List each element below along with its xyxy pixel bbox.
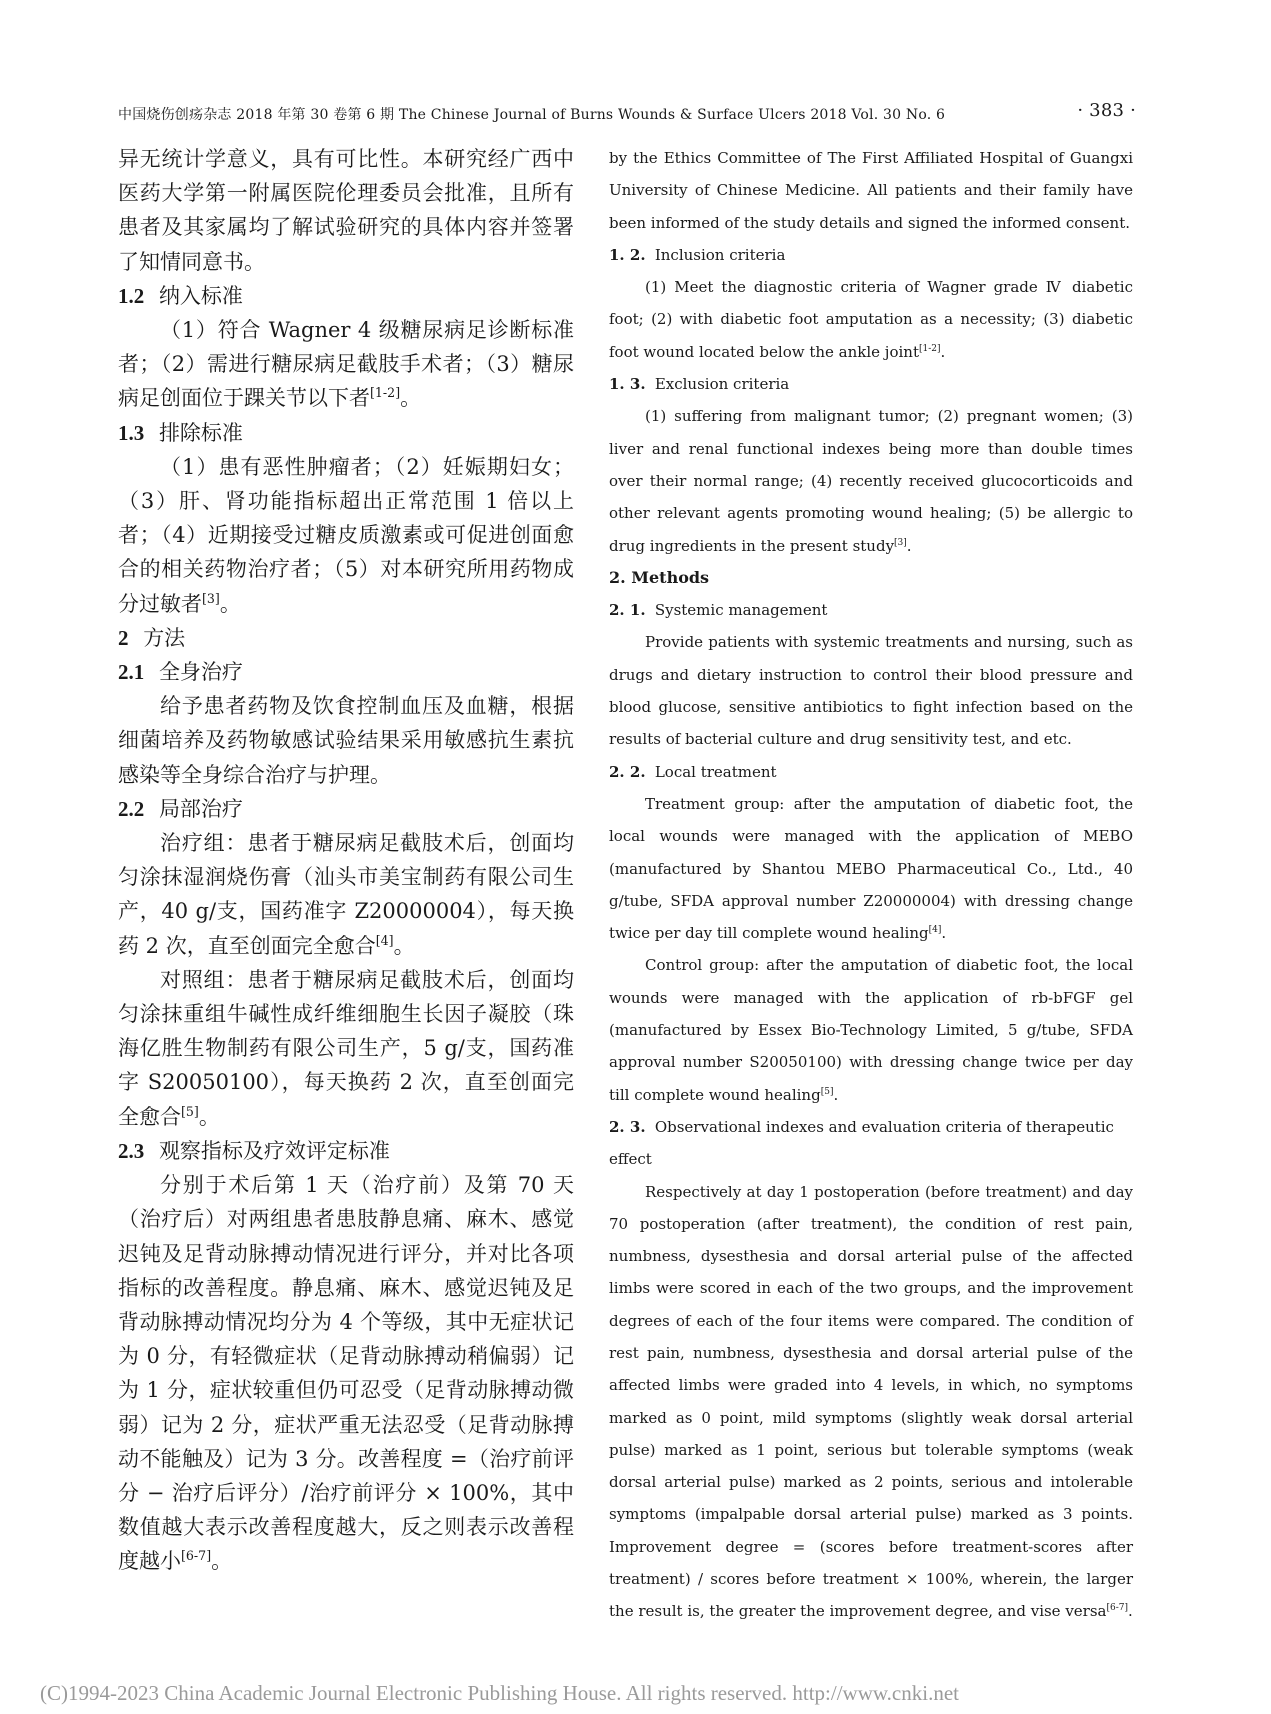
control-group-paragraph-cn: 对照组：患者于糖尿病足截肢术后，创面均匀涂抹重组牛碱性成纤维细胞生长因子凝胶（珠海亿胜生物制药有限公司生产，5 g/支，国药准字 S20050100），每天换药 2 次，直至创面完全愈合[5]。 — [118, 967, 574, 1129]
section-number: 2.3 — [118, 1138, 145, 1163]
paragraph-text: 对照组：患者于糖尿病足截肢术后，创面均匀涂抹重组牛碱性成纤维细胞生长因子凝胶（珠海亿胜生物制药有限公司生产，5 g/支，国药准字 S20050100），每天换药 2 次，直至创面完全愈合 — [118, 967, 574, 1129]
section-number: 2.1 — [118, 660, 145, 685]
section-title: 排除标准 — [158, 420, 243, 445]
heading-systemic-cn — [118, 655, 574, 689]
section-title: 局部治疗 — [158, 796, 243, 821]
control-group-paragraph-en: Control group: after the amputation of diabetic foot, the local wounds were managed with the application of rb-bFGF gel (manufactured by Essex Bio-Technology Limited, 5 g/tube, SFDA approval number S20050100) with dressing change twice per day till complete wound healing[5]. — [609, 956, 1133, 1104]
section-title: 观察指标及疗效评定标准 — [158, 1138, 390, 1163]
paragraph-text: （1）患有恶性肿瘤者；（2）妊娠期妇女；（3）肝、肾功能指标超出正常范围 1 倍以上者；（4）近期接受过糖皮质激素或可促进创面愈合的相关药物治疗者；（5）对本研究所用药物成分过敏者 — [118, 454, 574, 616]
section-number: 1.3 — [118, 420, 145, 445]
paragraph-text: (1) suffering from malignant tumor; (2) pregnant women; (3) liver and renal functional indexes being more than double times over their normal range; (4) recently received glucocorticoids and other relevant agents promoting wound healing; (5) be allergic to drug ingredients in the present study — [609, 407, 1133, 555]
heading-inclusion-cn — [118, 279, 574, 313]
section-title: 纳入标准 — [158, 283, 243, 308]
citation-ref: [6-7] — [1106, 1603, 1129, 1614]
paragraph-text: 治疗组：患者于糖尿病足截肢术后，创面均匀涂抹湿润烧伤膏（汕头市美宝制药有限公司生产，40 g/支，国药准字 Z20000004），每天换药 2 次，直至创面完全愈合 — [118, 831, 574, 958]
heading-exclusion-en — [609, 368, 1133, 400]
heading-local-cn — [118, 792, 574, 826]
heading-exclusion-cn — [118, 416, 574, 450]
citation-ref: [6-7] — [181, 1548, 212, 1564]
citation-ref: [5] — [820, 1086, 834, 1097]
section-title: Local treatment — [654, 762, 777, 781]
citation-ref: [3] — [202, 590, 220, 606]
inclusion-paragraph-cn: （1）符合 Wagner 4 级糖尿病足诊断标准者；（2）需进行糖尿病足截肢手术者；（3）糖尿病足创面位于踝关节以下者[1-2]。 — [118, 318, 574, 411]
exclusion-paragraph-cn: （1）患有恶性肿瘤者；（2）妊娠期妇女；（3）肝、肾功能指标超出正常范围 1 倍以上者；（4）近期接受过糖皮质激素或可促进创面愈合的相关药物治疗者；（5）对本研究所用药物成分过敏者[3]。 — [118, 454, 574, 616]
citation-ref: [3] — [894, 537, 907, 548]
paragraph-text: Treatment group: after the amputation of diabetic foot, the local wounds were managed with the application of MEBO (manufactured by Shantou MEBO Pharmaceutical Co., Ltd., 40 g/tube, SFDA approval number Z20000004) with dressing change twice per day till complete wound healing — [609, 794, 1133, 943]
heading-evaluation-cn — [118, 1134, 574, 1168]
english-column — [609, 142, 1133, 1628]
journal-citation: 中国烧伤创疡杂志 2018 年第 30 卷第 6 期 The Chinese Journal of Burns Wounds & Surface Ulcers 2018 Vol. 30 No. 6 — [118, 107, 946, 123]
heading-methods-cn — [118, 621, 574, 655]
evaluation-paragraph-cn: 分别于术后第 1 天（治疗前）及第 70 天（治疗后）对两组患者患肢静息痛、麻木、感觉迟钝及足背动脉搏动情况进行评分，并对比各项指标的改善程度。静息痛、麻木、感觉迟钝及足背动脉搏动情况均分为 4 个等级，其中无症状记为 0 分，有轻微症状（足背动脉搏动稍偏弱）记为 1 分，症状较重但仍可忍受（足背动脉搏动微弱）记为 2 分，症状严重无法忍受（足背动脉搏动不能触及）记为 3 分。改善程度 =（治疗前评分 − 治疗后评分）/治疗前评分 × 100%，其中数值越大表示改善程度越大，反之则表示改善程度越小[6-7]。 — [118, 1173, 574, 1574]
treatment-group-paragraph-cn: 治疗组：患者于糖尿病足截肢术后，创面均匀涂抹湿润烧伤膏（汕头市美宝制药有限公司生产，40 g/支，国药准字 Z20000004），每天换药 2 次，直至创面完全愈合[4]。 — [118, 831, 574, 958]
section-title: Inclusion criteria — [654, 245, 786, 264]
heading-local-en — [609, 756, 1133, 788]
intro-paragraph-cn: 异无统计学意义，具有可比性。本研究经广西中医药大学第一附属医院伦理委员会批准，且所有患者及其家属均了解试验研究的具体内容并签署了知情同意书。 — [118, 147, 574, 274]
section-number: 1.2 — [118, 283, 145, 308]
treatment-group-paragraph-en: Treatment group: after the amputation of diabetic foot, the local wounds were managed with the application of MEBO (manufactured by Shantou MEBO Pharmaceutical Co., Ltd., 40 g/tube, SFDA approval number Z20000004) with dressing change twice per day till complete wound healing[4]. — [609, 794, 1133, 943]
section-number: 1. 2. — [609, 245, 646, 264]
page-number: · 383 · — [1077, 100, 1136, 121]
chinese-column — [118, 142, 574, 1579]
systemic-paragraph-cn: 给予患者药物及饮食控制血压及血糖，根据细菌培养及药物敏感试验结果采用敏感抗生素抗感染等全身综合治疗与护理。 — [118, 694, 574, 787]
systemic-paragraph-en: Provide patients with systemic treatments and nursing, such as drugs and dietary instruction to control their blood pressure and blood glucose, sensitive antibiotics to fight infection based on the results of bacterial culture and drug sensitivity test, and etc. — [609, 633, 1133, 749]
inclusion-paragraph-en: (1) Meet the diagnostic criteria of Wagner grade Ⅳ diabetic foot; (2) with diabetic foot amputation as a necessity; (3) diabetic foot wound located below the ankle joint[1-2]. — [609, 278, 1133, 361]
paragraph-text: 分别于术后第 1 天（治疗前）及第 70 天（治疗后）对两组患者患肢静息痛、麻木、感觉迟钝及足背动脉搏动情况进行评分，并对比各项指标的改善程度。静息痛、麻木、感觉迟钝及足背动脉搏动情况均分为 4 个等级，其中无症状记为 0 分，有轻微症状（足背动脉搏动稍偏弱）记为 1 分，症状较重但仍可忍受（足背动脉搏动微弱）记为 2 分，症状严重无法忍受（足背动脉搏动不能触及）记为 3 分。改善程度 =（治疗前评分 − 治疗后评分）/治疗前评分 × 100%，其中数值越大表示改善程度越大，反之则表示改善程度越小 — [118, 1173, 574, 1574]
paragraph-text: Respectively at day 1 postoperation (before treatment) and day 70 postoperation (after treatment), the condition of rest pain, numbness, dysesthesia and dorsal arterial pulse of the affected limbs were scored in each of the two groups, and the improvement degrees of each of the four items were compared. The condition of rest pain, numbness, dysesthesia and dorsal arterial pulse of the affected limbs were graded into 4 levels, in which, no symptoms marked as 0 point, mild symptoms (slightly weak dorsal arterial pulse) marked as 1 point, serious but tolerable symptoms (weak dorsal arterial pulse) marked as 2 points, serious and intolerable symptoms (impalpable dorsal arterial pulse) marked as 3 points. Improvement degree = (scores before treatment-scores after treatment) / scores before treatment × 100%, wherein, the larger the result is, the greater the improvement degree, and vise versa — [609, 1182, 1133, 1621]
heading-systemic-en — [609, 594, 1133, 626]
section-number: 2. 3. — [609, 1117, 646, 1136]
intro-paragraph-en: by the Ethics Committee of The First Affiliated Hospital of Guangxi University of Chinese Medicine. All patients and their family have been informed of the study details and signed the informed consent. — [609, 149, 1133, 232]
paragraph-text: Control group: after the amputation of diabetic foot, the local wounds were managed with the application of rb-bFGF gel (manufactured by Essex Bio-Technology Limited, 5 g/tube, SFDA approval number S20050100) with dressing change twice per day till complete wound healing — [609, 956, 1133, 1104]
section-number: 2. — [609, 567, 626, 587]
section-number: 2 — [118, 625, 129, 650]
paragraph-text: （1）符合 Wagner 4 级糖尿病足诊断标准者；（2）需进行糖尿病足截肢手术者；（3）糖尿病足创面位于踝关节以下者 — [118, 318, 574, 411]
citation-ref: [1-2] — [370, 385, 401, 401]
heading-methods-en — [609, 562, 1133, 594]
section-number: 2.2 — [118, 796, 145, 821]
heading-evaluation-en — [609, 1111, 1133, 1176]
citation-ref: [4] — [375, 932, 394, 948]
section-number: 1. 3. — [609, 375, 646, 394]
paragraph-text: (1) Meet the diagnostic criteria of Wagner grade Ⅳ diabetic foot; (2) with diabetic foot amputation as a necessity; (3) diabetic foot wound located below the ankle joint — [609, 278, 1133, 361]
citation-ref: [4] — [928, 925, 942, 936]
section-title: 全身治疗 — [158, 660, 243, 685]
heading-inclusion-en — [609, 239, 1133, 271]
evaluation-paragraph-en: Respectively at day 1 postoperation (before treatment) and day 70 postoperation (after treatment), the condition of rest pain, numbness, dysesthesia and dorsal arterial pulse of the affected limbs were scored in each of the two groups, and the improvement degrees of each of the four items were compared. The condition of rest pain, numbness, dysesthesia and dorsal arterial pulse of the affected limbs were graded into 4 levels, in which, no symptoms marked as 0 point, mild symptoms (slightly weak dorsal arterial pulse) marked as 1 point, serious but tolerable symptoms (weak dorsal arterial pulse) marked as 2 points, serious and intolerable symptoms (impalpable dorsal arterial pulse) marked as 3 points. Improvement degree = (scores before treatment-scores after treatment) / scores before treatment × 100%, wherein, the larger the result is, the greater the improvement degree, and vise versa[6-7]. — [609, 1182, 1133, 1621]
citation-ref: [5] — [181, 1103, 199, 1119]
copyright-footer: (C)1994-2023 China Academic Journal Electronic Publishing House. All rights reserved. http://www.cnki.net — [40, 1681, 959, 1705]
section-title: Exclusion criteria — [654, 375, 790, 394]
exclusion-paragraph-en: (1) suffering from malignant tumor; (2) pregnant women; (3) liver and renal functional indexes being more than double times over their normal range; (4) recently received glucocorticoids and other relevant agents promoting wound healing; (5) be allergic to drug ingredients in the present study[3]. — [609, 407, 1133, 555]
running-header — [118, 100, 1136, 126]
section-number: 2. 1. — [609, 601, 646, 620]
section-number: 2. 2. — [609, 762, 646, 781]
citation-ref: [1-2] — [918, 343, 941, 354]
section-title: Systemic management — [654, 601, 828, 620]
section-title: Observational indexes and evaluation criteria of therapeutic effect — [609, 1117, 1114, 1169]
section-title: Methods — [631, 567, 710, 587]
section-title: 方法 — [143, 625, 186, 650]
